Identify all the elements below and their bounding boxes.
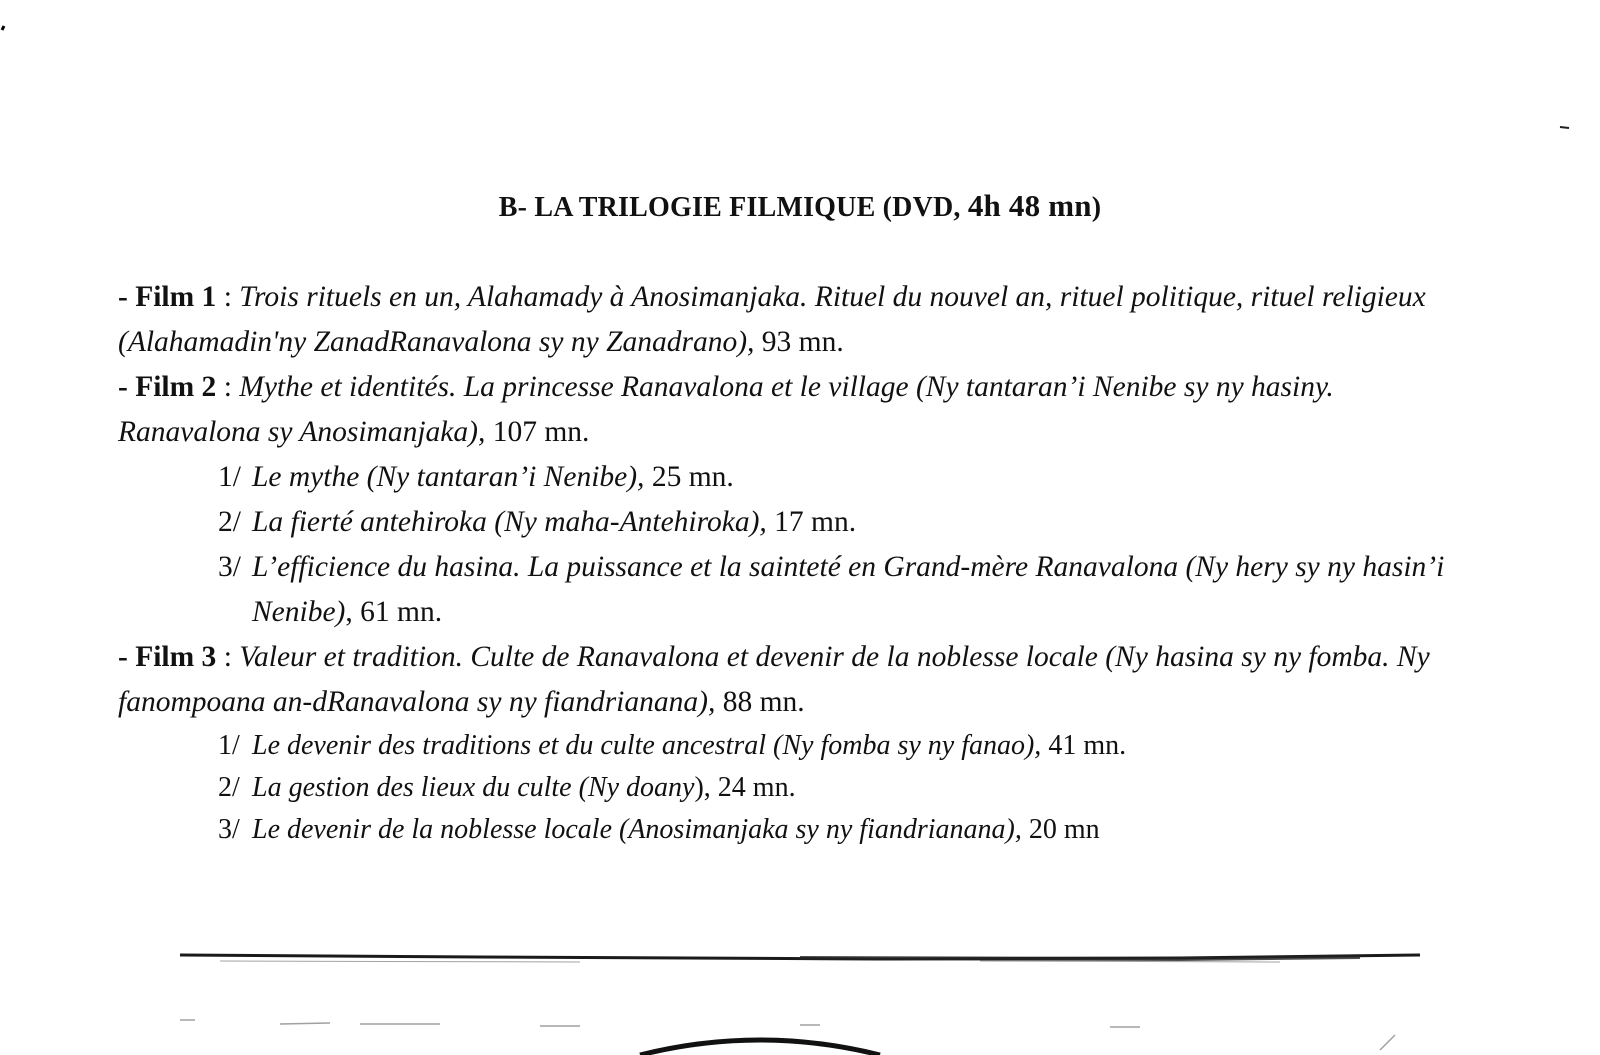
part-title: Le devenir des traditions et du culte ancestral (Ny fomba sy ny fanao), bbox=[252, 730, 1042, 761]
film-3-separator: : bbox=[216, 641, 240, 673]
film-1-separator: : bbox=[216, 281, 240, 313]
part-title-post: ), bbox=[694, 772, 711, 803]
scanned-horizontal-rule bbox=[180, 950, 1420, 964]
heading-prefix: B- LA TRILOGIE FILMIQUE ( bbox=[498, 192, 893, 223]
film-list bbox=[118, 275, 1458, 851]
film-1-title: Trois rituels en un, Alahamady à Anosimanjaka. Rituel du nouvel an, rituel politique, rituel religieux (Alahamadin'ny ZanadRanavalona sy ny Zanadrano), bbox=[118, 281, 1426, 358]
film-3-label: - Film 3 bbox=[118, 641, 217, 673]
film-3-title: Valeur et tradition. Culte de Ranavalona et devenir de la noblesse locale (Ny hasina sy ny fomba. Ny fanompoana an-dRanavalona sy ny fiandrianana), bbox=[118, 641, 1430, 718]
film-1-duration: 93 mn. bbox=[754, 326, 844, 358]
film-2-entry bbox=[118, 365, 1458, 455]
part-title: Le devenir de la noblesse locale (Anosimanjaka sy ny fiandrianana), bbox=[252, 814, 1022, 845]
film-2-part-3 bbox=[218, 545, 1458, 635]
part-number: 2/ bbox=[218, 506, 241, 538]
part-duration: 41 mn. bbox=[1041, 730, 1127, 761]
part-number: 1/ bbox=[218, 730, 240, 761]
part-title: La fierté antehiroka (Ny maha-Antehiroka), bbox=[252, 506, 767, 538]
part-number: 3/ bbox=[218, 814, 240, 845]
film-3-part-2 bbox=[218, 767, 1458, 809]
part-duration: , 61 mn. bbox=[345, 596, 443, 628]
section-heading bbox=[0, 188, 1600, 224]
part-title-pre: La gestion des lieux du culte ( bbox=[252, 772, 588, 803]
part-duration: 20 mn bbox=[1021, 814, 1100, 845]
film-1-label: - Film 1 bbox=[118, 281, 217, 313]
part-duration: 24 mn. bbox=[710, 772, 796, 803]
film-3-part-1 bbox=[218, 725, 1458, 767]
heading-suffix: ) bbox=[1091, 192, 1102, 223]
part-title: L’efficience du hasina. La puissance et la sainteté en Grand-mère Ranavalona (Ny hery sy ny hasin’i Nenibe) bbox=[252, 551, 1445, 628]
film-3-duration: 88 mn. bbox=[715, 686, 805, 718]
film-2-separator: : bbox=[216, 371, 240, 403]
part-number: 2/ bbox=[218, 772, 240, 803]
film-2-label: - Film 2 bbox=[118, 371, 217, 403]
film-2-part-1 bbox=[218, 455, 1458, 500]
part-duration: 17 mn. bbox=[766, 506, 857, 538]
part-title: Le mythe (Ny tantaran’i Nenibe), bbox=[252, 461, 645, 493]
part-title-italic: Ny doany bbox=[587, 772, 695, 803]
film-2-part-2 bbox=[218, 500, 1458, 545]
film-2-duration: 107 mn. bbox=[485, 416, 590, 448]
film-3-part-3 bbox=[218, 809, 1458, 851]
film-2-title: Mythe et identités. La princesse Ranavalona et le village (Ny tantaran’i Nenibe sy ny hasiny. Ranavalona sy Anosimanjaka), bbox=[118, 371, 1334, 448]
part-number: 3/ bbox=[218, 551, 241, 583]
part-number: 1/ bbox=[218, 461, 241, 493]
film-1-entry bbox=[118, 275, 1458, 365]
heading-dvd: DVD, bbox=[892, 192, 968, 223]
film-3-entry bbox=[118, 635, 1458, 725]
part-duration: 25 mn. bbox=[644, 461, 734, 493]
heading-duration: 4h 48 mn bbox=[967, 188, 1092, 223]
